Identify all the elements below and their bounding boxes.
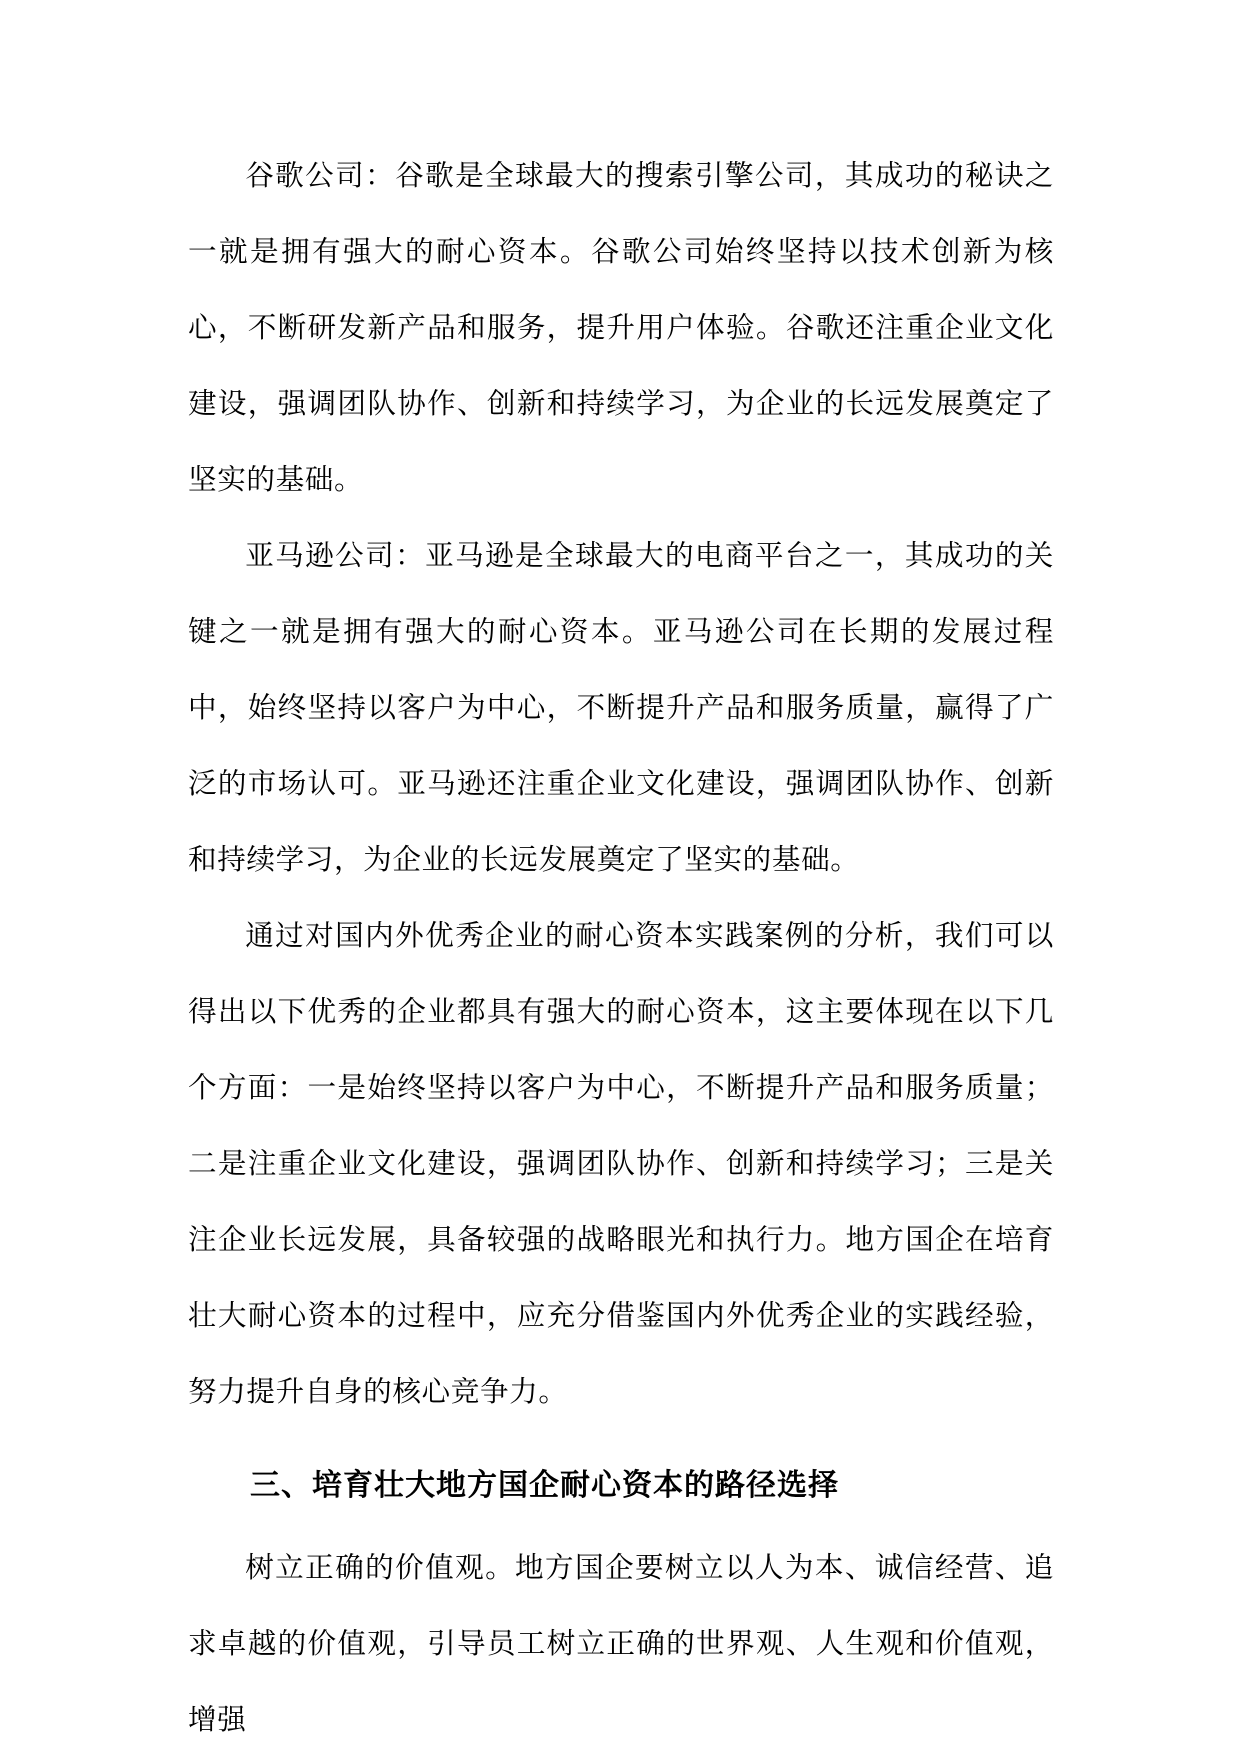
section-heading: 三、培育壮大地方国企耐心资本的路径选择: [250, 1468, 839, 1503]
paragraph-amazon-case: 亚马逊公司：亚马逊是全球最大的电商平台之一，其成功的关键之一就是拥有强大的耐心资本。亚马逊公司在长期的发展过程中，始终坚持以客户为中心，不断提升产品和服务质量，赢得了广泛的市场认可。亚马逊还注重企业文化建设，强调团队协作、创新和持续学习，为企业的长远发展奠定了坚实的基础。: [188, 538, 1054, 876]
paragraph-case-summary: 通过对国内外优秀企业的耐心资本实践案例的分析，我们可以得出以下优秀的企业都具有强大的耐心资本，这主要体现在以下几个方面：一是始终坚持以客户为中心，不断提升产品和服务质量；二是注重企业文化建设，强调团队协作、创新和持续学习；三是关注企业长远发展，具备较强的战略眼光和执行力。地方国企在培育壮大耐心资本的过程中，应充分借鉴国内外优秀企业的实践经验，努力提升自身的核心竞争力。: [188, 918, 1054, 1408]
document-body: [188, 137, 1054, 1757]
paragraph-google-case: 谷歌公司：谷歌是全球最大的搜索引擎公司，其成功的秘诀之一就是拥有强大的耐心资本。谷歌公司始终坚持以技术创新为核心，不断研发新产品和服务，提升用户体验。谷歌还注重企业文化建设，强调团队协作、创新和持续学习，为企业的长远发展奠定了坚实的基础。: [188, 158, 1054, 496]
paragraph-values: 树立正确的价值观。地方国企要树立以人为本、诚信经营、追求卓越的价值观，引导员工树立正确的世界观、人生观和价值观，增强: [188, 1550, 1054, 1736]
